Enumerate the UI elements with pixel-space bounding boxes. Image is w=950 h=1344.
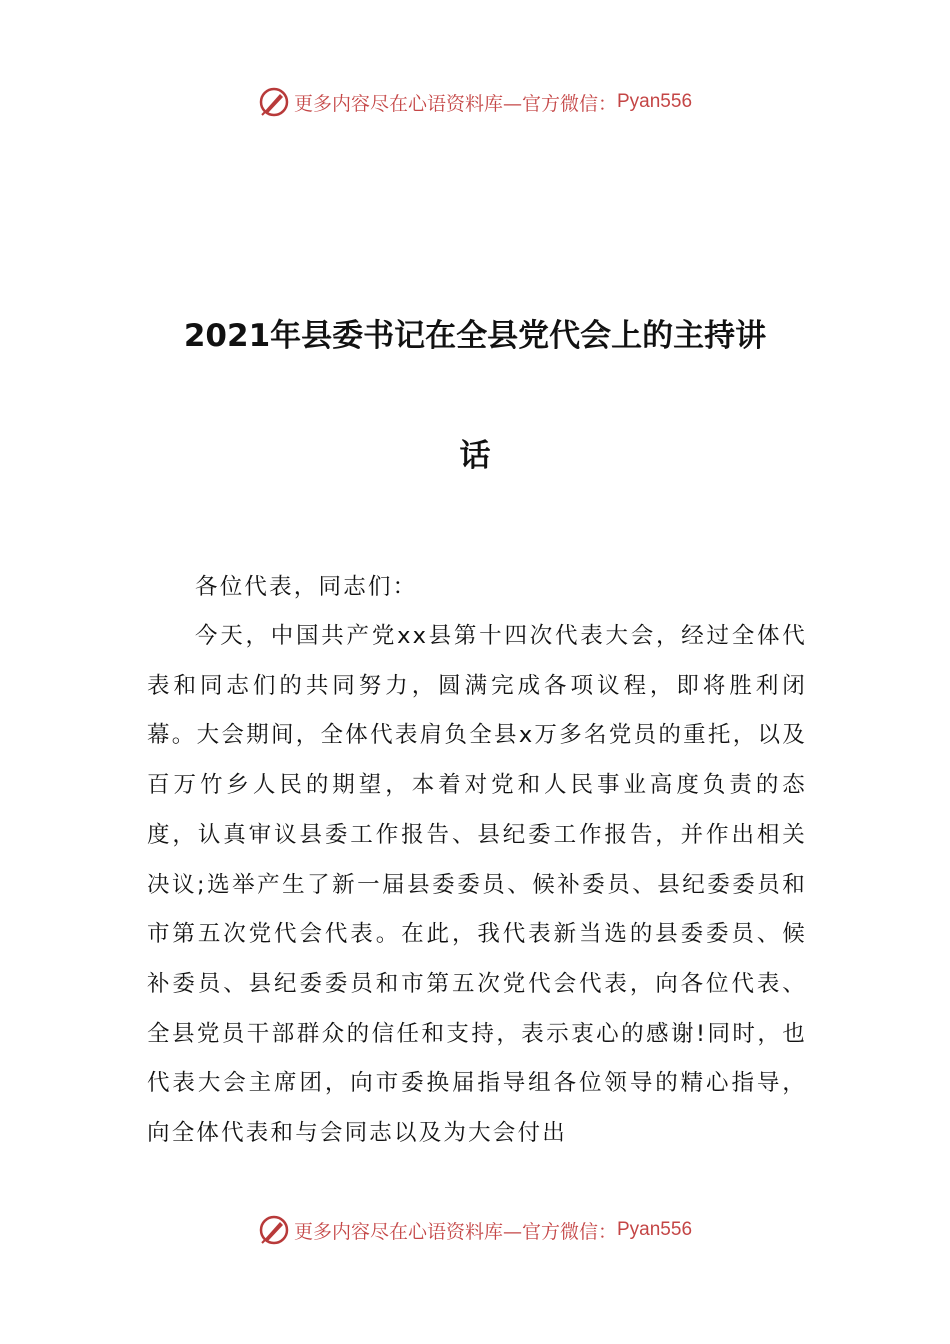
- footer-watermark-suffix: 官方微信：: [521, 1220, 617, 1243]
- footer-watermark: [0, 1210, 950, 1250]
- salutation: 各位代表，同志们：: [195, 574, 418, 600]
- footer-watermark-text: 更多内容尽在心语资料库—: [293, 1220, 522, 1243]
- quill-logo-icon: [258, 86, 290, 118]
- header-watermark-text: 更多内容尽在心语资料库—: [293, 92, 522, 115]
- document-title-line1: 2021年县委书记在全县党代会上的主持讲: [183, 318, 767, 354]
- footer-watermark-id: Pyan556: [617, 1219, 693, 1240]
- document-title-line2: 话: [459, 438, 491, 474]
- header-watermark: [0, 82, 950, 122]
- header-watermark-id: Pyan556: [617, 91, 693, 112]
- header-watermark-suffix: 官方微信：: [521, 92, 617, 115]
- body-paragraph: 今天，中国共产党xx县第十四次代表大会，经过全体代表和同志们的共同努力，圆满完成各项议程，即将胜利闭幕。大会期间，全体代表肩负全县x万多名党员的重托，以及百万竹乡人民的期望，本着对党和人民事业高度负责的态度，认真审议县委工作报告、县纪委工作报告，并作出相关决议;选举产生了新一届县委委员、候补委员、县纪委委员和市第五次党代会代表。在此，我代表新当选的县委委员、候补委员、县纪委委员和市第五次党代会代表，向各位代表、全县党员干部群众的信任和支持，表示衷心的感谢!同时，也代表大会主席团，向市委换届指导组各位领导的精心指导，向全体代表和与会同志以及为大会付出: [147, 623, 807, 1147]
- quill-logo-icon: [258, 1214, 290, 1246]
